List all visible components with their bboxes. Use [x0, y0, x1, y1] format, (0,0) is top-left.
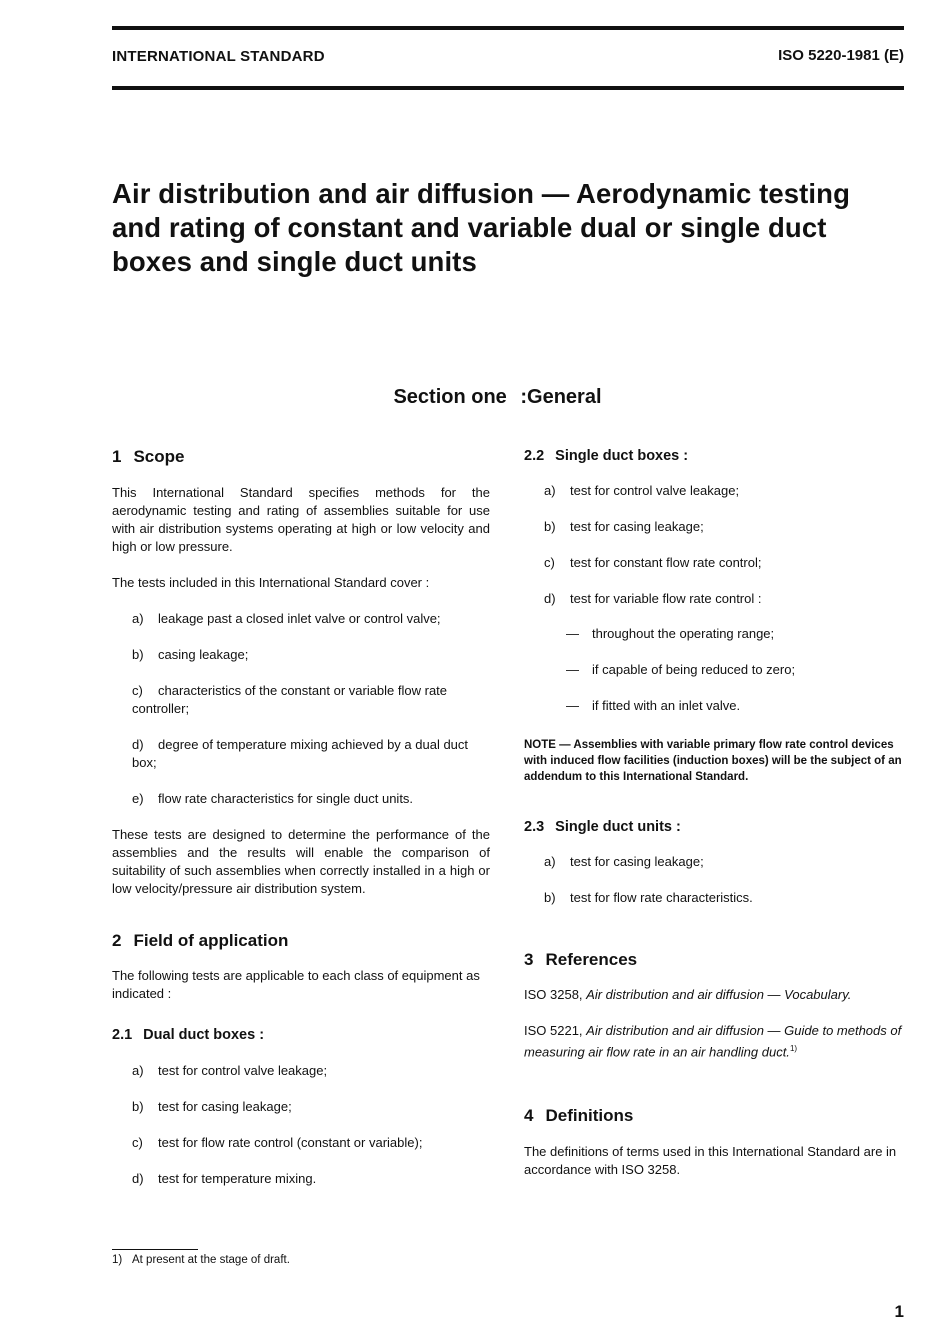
list-label: c): [132, 1135, 143, 1150]
dash-item: [566, 661, 904, 679]
heading-number: 2: [112, 931, 122, 950]
list-text: test for temperature mixing.: [158, 1171, 317, 1186]
header-rule-bottom: [112, 86, 904, 90]
list-text: test for casing leakage;: [570, 519, 704, 534]
list-label: a): [132, 611, 144, 626]
list-text: characteristics of the constant or variable flow rate controller;: [132, 683, 448, 716]
heading-number: 3: [524, 950, 534, 969]
list-text: leakage past a closed inlet valve or control valve;: [158, 611, 441, 626]
dash-label: —: [566, 626, 579, 641]
list-text: test for flow rate control (constant or variable);: [158, 1135, 423, 1150]
reference: [524, 1022, 904, 1061]
list-text: degree of temperature mixing achieved by a dual duct box;: [132, 737, 469, 770]
single-duct-units-heading: [524, 817, 904, 837]
left-column: [112, 446, 490, 1188]
list-label: c): [544, 555, 555, 570]
list-label: c): [132, 683, 143, 698]
page-number: 1: [894, 1302, 904, 1321]
paragraph: The tests included in this International Standard cover :: [112, 575, 430, 590]
list-label: b): [132, 647, 144, 662]
section-name: :General: [520, 386, 602, 408]
dash-text: throughout the operating range;: [592, 626, 775, 641]
reference: [524, 986, 904, 1004]
list-item: [544, 554, 904, 572]
list-label: b): [132, 1099, 144, 1114]
header-doc-type: INTERNATIONAL STANDARD: [112, 48, 325, 65]
scope-heading: [112, 446, 490, 468]
reference-code: ISO 5221,: [524, 1023, 583, 1038]
dash-label: —: [566, 662, 579, 677]
heading-number: 2.3: [524, 819, 545, 835]
title-line: Air distribution and air diffusion — Aerodynamic testing: [112, 178, 850, 209]
dash-text: if fitted with an inlet valve.: [592, 698, 741, 713]
dash-text: if capable of being reduced to zero;: [592, 662, 796, 677]
dash-label: —: [566, 698, 579, 713]
right-column: [524, 446, 904, 1179]
paragraph: This International Standard specifies methods for the aerodynamic testing and rating of assemblies suitable for use with air distribution systems operating at high or low velocity and high or low pressure.: [112, 485, 490, 554]
list-label: b): [544, 519, 556, 534]
footnote-rule: [112, 1249, 198, 1250]
list-item: [132, 610, 490, 628]
list-item: [132, 1170, 490, 1188]
list-label: a): [132, 1063, 144, 1078]
list-item: [132, 646, 490, 664]
footnote-text: At present at the stage of draft.: [132, 1254, 290, 1266]
reference-title: Air distribution and air diffusion — Guide to methods of measuring air flow rate in an air handling duct.: [524, 1023, 902, 1060]
references-heading: [524, 949, 904, 971]
section-label: Section one: [393, 386, 507, 408]
list-text: test for constant flow rate control;: [570, 555, 762, 570]
list-item: [544, 853, 904, 871]
list-label: d): [132, 1171, 144, 1186]
list-text: test for flow rate characteristics.: [570, 890, 753, 905]
list-text: test for casing leakage;: [570, 854, 704, 869]
heading-text: Definitions: [545, 1106, 634, 1126]
title-line: and rating of constant and variable dual or single duct: [112, 212, 827, 243]
heading-number: 2.1: [112, 1027, 133, 1043]
footnote-label: 1): [112, 1254, 123, 1266]
list-item: [132, 790, 490, 808]
single-duct-boxes-heading: [524, 446, 904, 466]
list-item: [132, 1062, 490, 1080]
list-item: [132, 682, 490, 718]
reference-code: ISO 3258,: [524, 987, 583, 1002]
title-line: boxes and single duct units: [112, 246, 477, 277]
heading-number: 2.2: [524, 448, 545, 464]
dual-duct-heading: [112, 1025, 490, 1045]
list-item: [544, 590, 904, 608]
list-label: e): [132, 791, 144, 806]
list-text: test for casing leakage;: [158, 1099, 292, 1114]
list-text: test for variable flow rate control :: [570, 591, 762, 606]
field-heading: [112, 930, 490, 952]
heading-text: Single duct units :: [555, 819, 681, 835]
list-item: [132, 736, 490, 772]
header-rule-top: [112, 26, 904, 30]
paragraph: The following tests are applicable to each class of equipment as indicated :: [112, 968, 480, 1001]
note: NOTE — Assemblies with variable primary flow rate control devices with induced flow facilities (induction boxes) will be the subject of an addendum to this International Standard.: [524, 739, 902, 783]
list-label: a): [544, 483, 556, 498]
heading-text: Dual duct boxes :: [143, 1027, 265, 1043]
dash-item: [566, 625, 904, 643]
list-item: [132, 1134, 490, 1152]
heading-number: 1: [112, 447, 122, 466]
footnote: [112, 1254, 290, 1266]
heading-number: 4: [524, 1106, 534, 1126]
heading-text: Scope: [133, 447, 185, 466]
dash-item: [566, 697, 904, 715]
paragraph: The definitions of terms used in this International Standard are in accordance with ISO 3258.: [524, 1144, 897, 1178]
list-text: flow rate characteristics for single duct units.: [158, 791, 414, 806]
header-doc-number: ISO 5220-1981 (E): [778, 47, 904, 64]
heading-text: References: [545, 950, 638, 969]
heading-text: Field of application: [133, 931, 289, 950]
list-label: b): [544, 890, 556, 905]
heading-text: Single duct boxes :: [555, 448, 689, 464]
list-item: [544, 518, 904, 536]
paragraph: These tests are designed to determine the performance of the assemblies and the results will enable the comparison of suitability of such assemblies when correctly installed in a high or low velocity/pressure air distribution system.: [112, 827, 490, 896]
list-text: test for control valve leakage;: [570, 483, 740, 498]
section-heading: [0, 386, 950, 409]
list-label: d): [132, 737, 144, 752]
definitions-heading: [524, 1105, 904, 1127]
list-item: [544, 889, 904, 907]
reference-title: Air distribution and air diffusion — Vocabulary.: [586, 987, 852, 1002]
list-text: casing leakage;: [158, 647, 249, 662]
list-item: [132, 1098, 490, 1116]
list-text: test for control valve leakage;: [158, 1063, 328, 1078]
document-title: [112, 177, 902, 279]
list-item: [544, 482, 904, 500]
list-label: a): [544, 854, 556, 869]
footnote-marker: 1): [789, 1044, 798, 1053]
list-label: d): [544, 591, 556, 606]
